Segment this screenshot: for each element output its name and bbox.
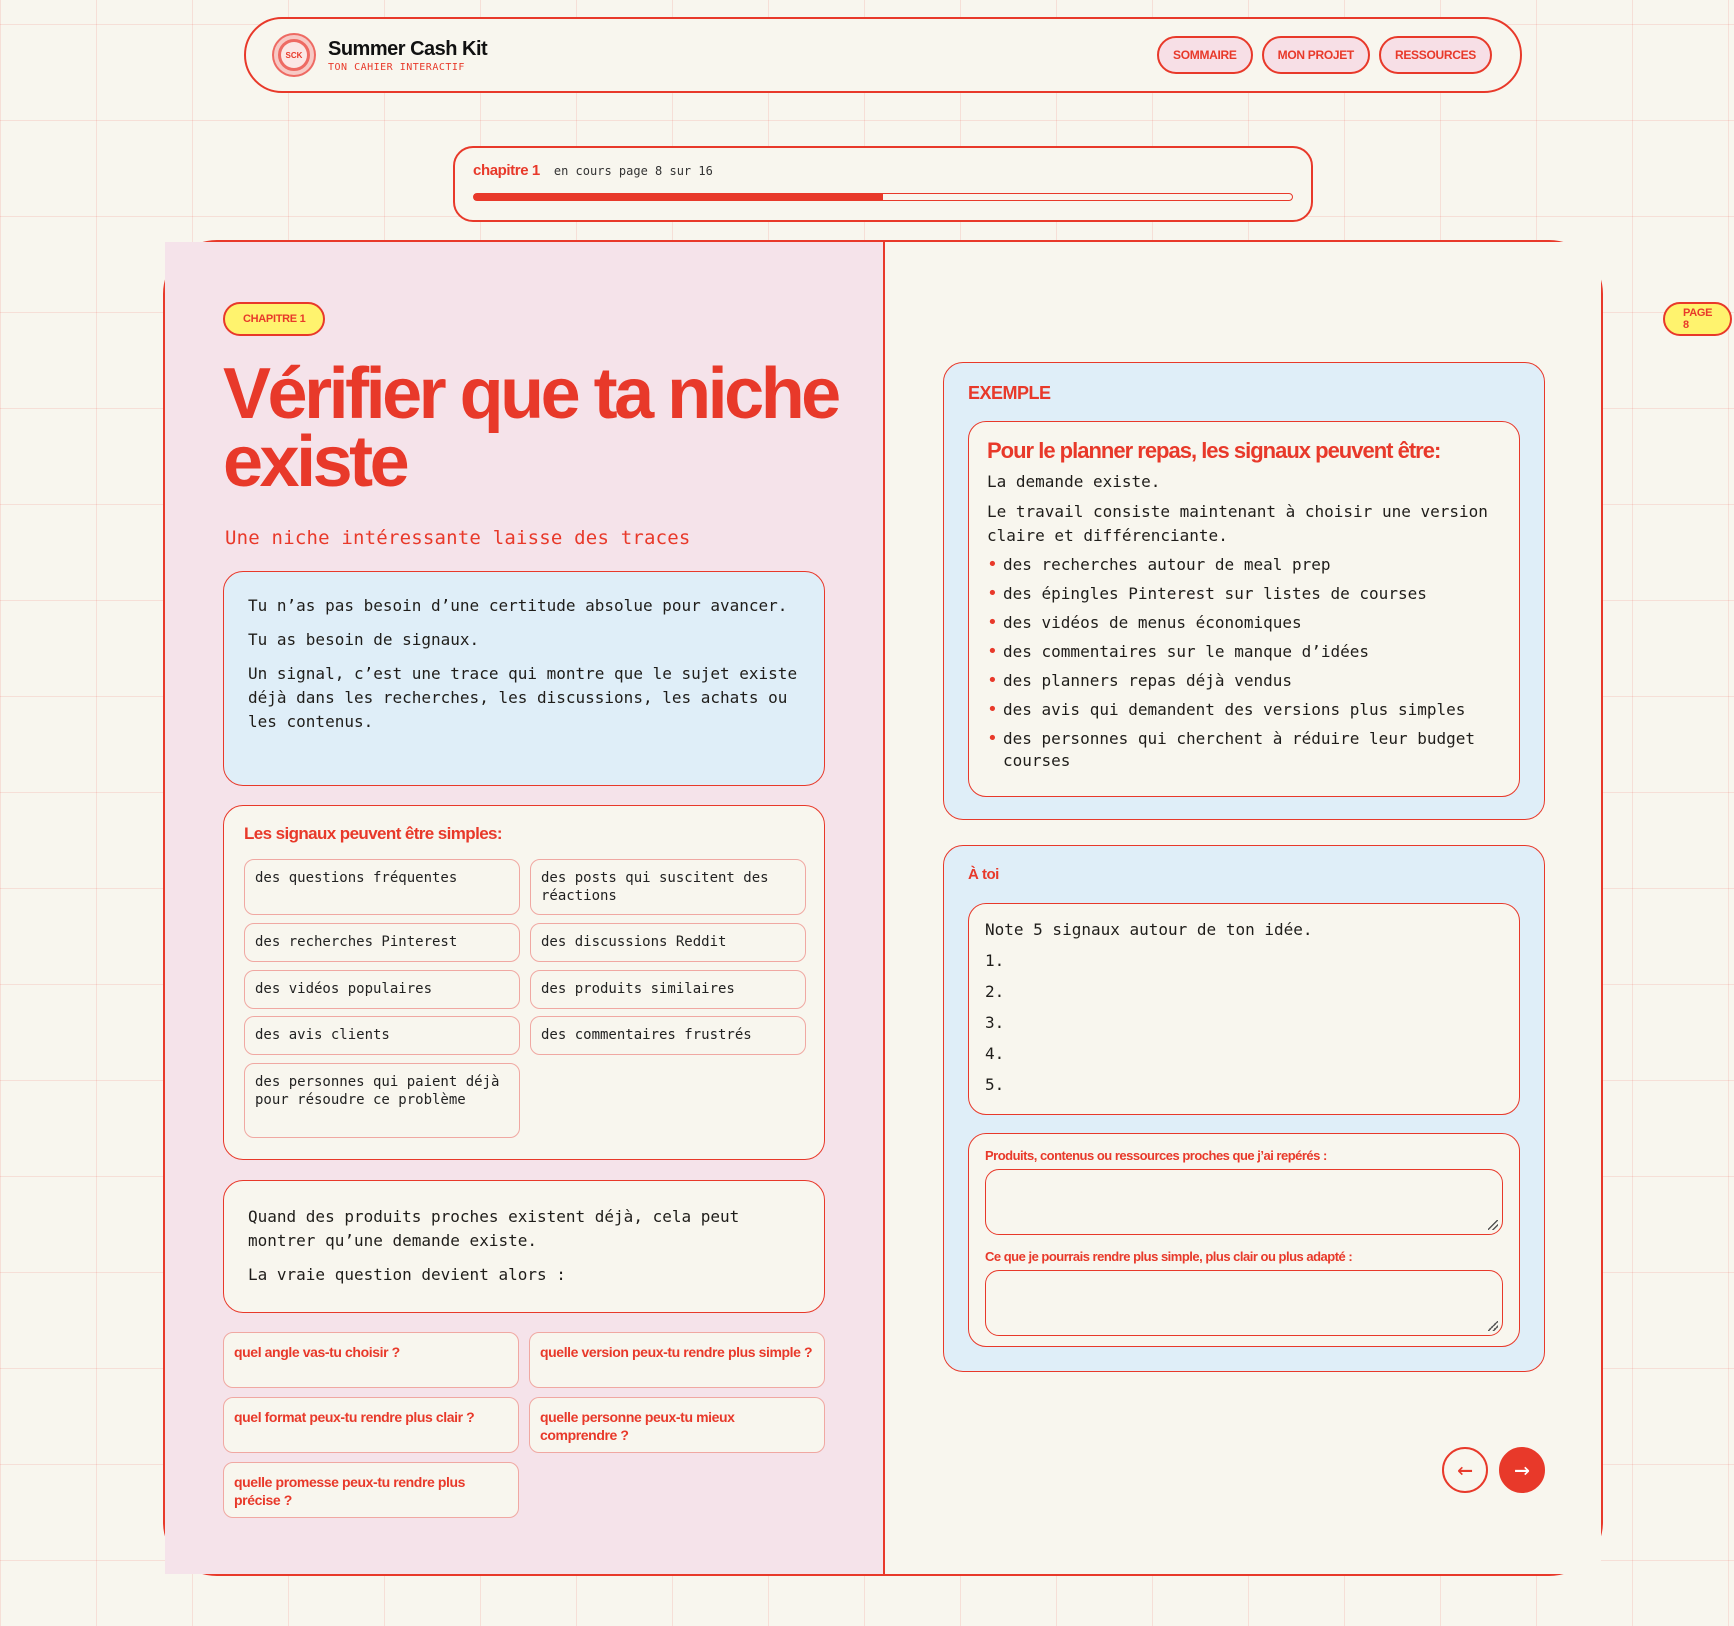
intro-card: [223, 571, 825, 786]
signals-heading: Les signaux peuvent être simples:: [244, 824, 502, 843]
products-textarea[interactable]: [985, 1169, 1503, 1235]
note-line: 2.: [985, 982, 1005, 1001]
note-line: 4.: [985, 1044, 1005, 1063]
logo-icon[interactable]: [274, 35, 314, 75]
page-tag: PAGE 8: [1663, 302, 1732, 336]
exercise-label: À toi: [968, 866, 999, 883]
example-title: Pour le planner repas, les signaux peuvent être:: [987, 438, 1441, 463]
progress-status: en cours page 8 sur 16: [553, 164, 713, 178]
intro-paragraph: Un signal, c’est une trace qui montre que le sujet existe déjà dans les recherches, les discussions, les achats ou les contenus.: [248, 664, 798, 731]
progress-card: [453, 146, 1313, 222]
signal-chip: des questions fréquentes: [244, 859, 520, 915]
workbook-spread: [163, 240, 1713, 1576]
signals-note-input[interactable]: [968, 903, 1520, 1115]
page-title: Vérifier que ta niche existe: [223, 354, 838, 502]
main-nav: [1157, 36, 1492, 74]
question-paragraph: La vraie question devient alors :: [248, 1265, 566, 1284]
progress-chapter: chapitre 1: [473, 162, 540, 179]
question-chip: quelle version peux-tu rendre plus simple ?: [529, 1332, 825, 1388]
exercise-card: [943, 845, 1545, 1372]
example-bullet: • des planners repas déjà vendus: [987, 670, 1501, 692]
field-label-products: Produits, contenus ou ressources proches que j’ai repérés :: [985, 1148, 1327, 1163]
reflection-fields: [968, 1133, 1520, 1347]
note-line: 5.: [985, 1075, 1005, 1094]
example-paragraph: La demande existe.: [987, 472, 1161, 491]
logo-text: SCK: [281, 42, 307, 68]
signal-chip: des recherches Pinterest: [244, 923, 520, 962]
question-chip: quel angle vas-tu choisir ?: [223, 1332, 519, 1388]
page-subtitle: Une niche intéressante laisse des traces: [225, 527, 691, 549]
arrow-right-icon[interactable]: →: [1499, 1447, 1545, 1493]
note-line: 1.: [985, 951, 1005, 970]
example-inner-card: [968, 421, 1520, 797]
signal-chip: des avis clients: [244, 1016, 520, 1055]
note-prompt: Note 5 signaux autour de ton idée.: [985, 920, 1313, 939]
question-chip: quel format peux-tu rendre plus clair ?: [223, 1397, 519, 1453]
signal-chip: des commentaires frustrés: [530, 1016, 806, 1055]
nav-sommaire-button[interactable]: SOMMAIRE: [1157, 36, 1253, 74]
example-card: [943, 362, 1545, 820]
example-bullet: • des épingles Pinterest sur listes de courses: [987, 583, 1501, 605]
note-line: 3.: [985, 1013, 1005, 1032]
example-bullet: • des avis qui demandent des versions plus simples: [987, 699, 1501, 721]
brand-subtitle: TON CAHIER INTERACTIF: [328, 61, 465, 73]
example-paragraph: Le travail consiste maintenant à choisir une version claire et différenciante.: [987, 502, 1488, 545]
improve-textarea[interactable]: [985, 1270, 1503, 1336]
signal-chip: des personnes qui paient déjà pour résoudre ce problème: [244, 1063, 520, 1138]
question-paragraph: Quand des produits proches existent déjà, cela peut montrer qu’une demande existe.: [248, 1207, 740, 1250]
brand-title: Summer Cash Kit: [328, 37, 488, 60]
chapter-tag: CHAPITRE 1: [223, 302, 325, 336]
progress-fill: [474, 194, 883, 200]
brand: [328, 38, 487, 73]
example-label: EXEMPLE: [968, 383, 1051, 403]
intro-paragraph: Tu as besoin de signaux.: [248, 630, 480, 649]
example-bullet: • des commentaires sur le manque d’idées: [987, 641, 1501, 663]
question-chip: quelle personne peux-tu mieux comprendre ?: [529, 1397, 825, 1453]
intro-paragraph: Tu n’as pas besoin d’une certitude absolue pour avancer.: [248, 596, 788, 615]
nav-mon-projet-button[interactable]: MON PROJET: [1262, 36, 1370, 74]
top-header: [244, 17, 1522, 93]
signal-chip: des vidéos populaires: [244, 970, 520, 1009]
signal-chip: des posts qui suscitent des réactions: [530, 859, 806, 915]
signal-chip: des produits similaires: [530, 970, 806, 1009]
nav-ressources-button[interactable]: RESSOURCES: [1379, 36, 1492, 74]
field-label-improve: Ce que je pourrais rendre plus simple, plus clair ou plus adapté :: [985, 1249, 1353, 1264]
arrow-left-icon[interactable]: ←: [1442, 1447, 1488, 1493]
signal-chip: des discussions Reddit: [530, 923, 806, 962]
progress-bar: [473, 193, 1293, 201]
example-bullet: • des personnes qui cherchent à réduire leur budget courses: [987, 728, 1501, 772]
left-page: [165, 242, 885, 1574]
example-bullet: • des vidéos de menus économiques: [987, 612, 1501, 634]
example-bullet: • des recherches autour de meal prep: [987, 554, 1501, 576]
question-chip: quelle promesse peux-tu rendre plus précise ?: [223, 1462, 519, 1518]
example-bullets: [987, 554, 1501, 772]
signals-card: [223, 805, 825, 1160]
question-card: [223, 1180, 825, 1313]
